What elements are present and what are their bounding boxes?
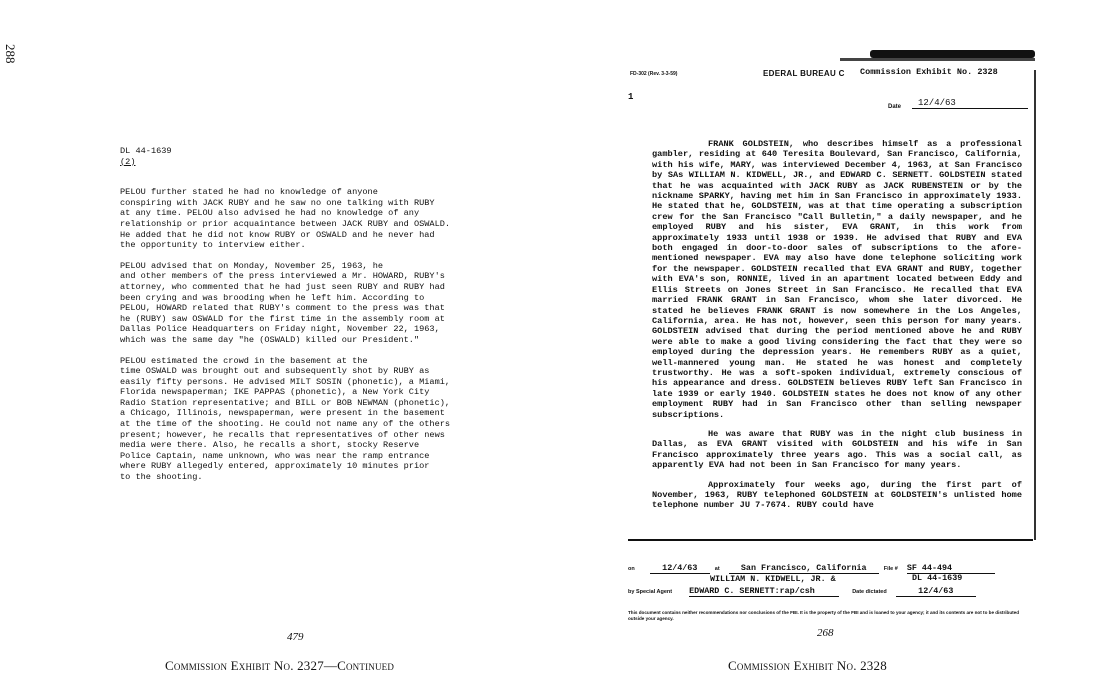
page-mark: 1: [628, 92, 634, 102]
dictated-date: 12/4/63: [896, 586, 976, 597]
right-paragraph-1: FRANK GOLDSTEIN, who describes himself as a professional gambler, residing at 640 Teresita Boulevard, San Francisco, California, with his wife, MARY, was interviewed December 4, 1963, at San Francisco by SAs WILLIAM N. KIDWELL, JR., and EDWARD C. SERNETT. GOLDSTEIN stated that he was acquainted with JACK RUBY as JACK RUBENSTEIN or by the nickname SPARKY, having met him in San Francisco in approximately 1933. He stated that he, GOLDSTEIN, was at that time operating a subscription crew for the San Francisco "Call Bulletin," a daily newspaper, and he employed RUBY and his sister, EVA GRANT, in this work from approximately 1933 until 1938 or 1939. He advised that RUBY and EVA both engaged in door-to-door sales of subscriptions to the afore-mentioned newspaper. EVA may also have done telephone soliciting work for the newspaper. GOLDSTEIN recalled that EVA GRANT and RUBY, together with EVA's son, RONNIE, lived in an apartment located between Eddy and Ellis Streets on Jones Street in San Francisco. He recalled that EVA married FRANK GRANT in San Francisco, whom she later divorced. He stated he believes FRANK GRANT is now somewhere in the Los Angeles, California, area. He has not, however, seen this person for many years. GOLDSTEIN advised that during the period mentioned above he and RUBY were able to make a good living considering the fact that they were so employed during the depression years. He remembers RUBY as a quiet, well-mannered young man. He stated he was honest and completely trustworthy. He was a soft-spoken individual, extremely conscious of his appearance and dress. GOLDSTEIN believes RUBY left San Francisco in late 1939 or early 1940. GOLDSTEIN states he does not know of any other employment RUBY had in San Francisco other than selling newspaper subscriptions.: [652, 139, 1022, 420]
footer-row-3: [628, 586, 976, 597]
file-reference: DL 44-1639: [120, 146, 172, 156]
dictated-label: Date dictated: [852, 589, 887, 595]
left-document: [120, 146, 500, 493]
on-label: on: [628, 566, 635, 572]
file-label: File #: [883, 566, 898, 572]
footer-rule: [628, 539, 1033, 541]
date-value: 12/4/63: [912, 98, 1028, 109]
header-rule: [840, 58, 1035, 61]
right-caption: Commission Exhibit No. 2328: [728, 658, 887, 673]
page-number: 288: [3, 44, 18, 64]
exhibit-header: Commission Exhibit No. 2328: [860, 67, 998, 77]
form-code: FD-302 (Rev. 3-3-59): [630, 71, 678, 77]
page-reference: (2): [120, 156, 136, 167]
agent-label: by Special Agent: [628, 589, 673, 595]
right-handwritten-number: 268: [817, 627, 834, 639]
left-paragraph-1: PELOU further stated he had no knowledge of anyone conspiring with JACK RUBY and he saw no one talking with RUBY at any time. PELOU also advised he had no knowledge of any relationship or prior acquaintance between JACK RUBY and OSWALD. He added that he did not know RUBY or OSWALD and he never had the opportunity to interview either.: [120, 187, 451, 251]
right-paragraph-2: He was aware that RUBY was in the night club business in Dallas, as EVA GRANT visited with GOLDSTEIN and his wife in San Francisco approximately three years ago. This was a social call, as apparently EVA had not been in San Francisco for many years.: [652, 428, 1022, 471]
agents-line-2: EDWARD C. SERNETT:rap/csh: [689, 586, 839, 597]
left-paragraph-3: PELOU estimated the crowd in the basement at the time OSWALD was brought out and subsequently shot by RUBY as easily fifty persons. He advised MILT SOSIN (phonetic), a Miami, Florida newspaperman; IKE PAPPAS (phonetic), a New York City Radio Station representative; and BILL or BOB NEWMAN (phonetic), a Chicago, Illinois, newspaperman, were present in the basement at the time of the shooting. He could not name any of the others present; however, he recalls that representatives of other news media were there. Also, he recalls a short, stocky Reserve Police Captain, name unknown, who was near the ramp entrance where RUBY allegedly entered, approximately 10 minutes prior to the shooting.: [120, 355, 451, 483]
date-label: Date: [888, 104, 902, 110]
right-paragraph-3: Approximately four weeks ago, during the first part of November, 1963, RUBY telephoned GOLDSTEIN at GOLDSTEIN's unlisted home telephone number JU 7-7674. RUBY could have: [652, 479, 1022, 511]
agents-line-1: WILLIAM N. KIDWELL, JR. &: [710, 574, 836, 584]
fbi-notice: This document contains neither recommendations nor conclusions of the FBI. It is the property of the FBI and is loaned to your agency; it and its contents are not to be distributed outside your agency.: [628, 610, 1020, 621]
right-edge-line: [1034, 70, 1036, 540]
file-number-2: DL 44-1639: [912, 573, 963, 583]
left-caption: Commission Exhibit No. 2327—Continued: [165, 658, 395, 673]
location: San Francisco, California: [729, 563, 879, 574]
header-bar: [870, 50, 1035, 58]
agency-name: EDERAL BUREAU C: [763, 69, 845, 78]
left-handwritten-number: 479: [287, 631, 304, 643]
left-paragraph-2: PELOU advised that on Monday, November 25, 1963, he and other members of the press interviewed a Mr. HOWARD, RUBY's attorney, who commented that he had just seen RUBY and RUBY had been crying and was brooding when he left him. According to PELOU, HOWARD related that RUBY's comment to the press was that he (RUBY) saw OSWALD for the first time in the assembly room at Dallas Police Headquarters on Friday night, November 22, 1963, which was the same day "he (OSWALD) killed our President.": [120, 260, 445, 345]
right-document-body: [652, 139, 1022, 520]
on-date: 12/4/63: [650, 563, 710, 574]
at-label: at: [714, 566, 720, 572]
file-number-1: SF 44-494: [907, 563, 995, 574]
